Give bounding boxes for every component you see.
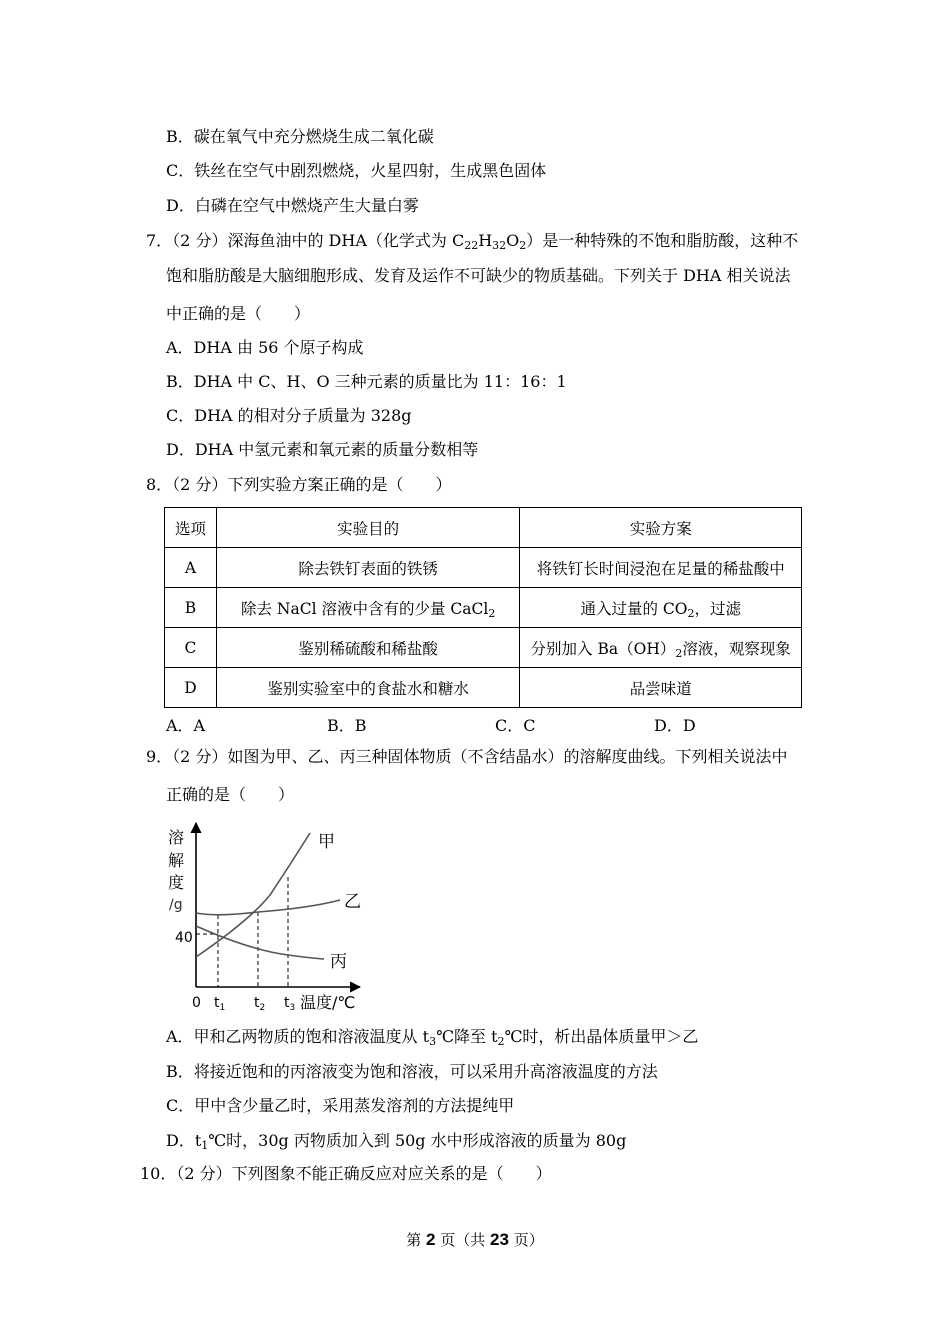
q7-stem-line2: 饱和脂肪酸是大脑细胞形成、发育及运作不可缺少的物质基础。下列关于 DHA 相关说法 (166, 266, 791, 285)
row-option: B (165, 588, 217, 628)
row-option: C (165, 628, 217, 668)
row-plan-sub: 2 (687, 606, 695, 620)
row-plan: 品尝味道 (520, 668, 802, 708)
q7-sub-o: 2 (519, 239, 527, 252)
q7-option-d: D．DHA 中氢元素和氧元素的质量分数相等 (166, 440, 479, 459)
ylabel-char: 溶 (168, 828, 185, 847)
header-purpose: 实验目的 (216, 508, 520, 548)
footer-mid: 页（共 (435, 1231, 491, 1249)
q8-option-b: B．B (327, 716, 367, 735)
q7-stem-text-a: 7．（2 分）深海鱼油中的 DHA（化学式为 C (146, 231, 465, 250)
header-plan: 实验方案 (520, 508, 802, 548)
row-purpose: 除去铁钉表面的铁锈 (216, 548, 520, 588)
q7-stem-line3: 中正确的是（ ） (166, 304, 311, 323)
row-purpose (216, 588, 520, 628)
ylabel-char: 度 (168, 873, 185, 892)
row-option: A (165, 548, 217, 588)
row-plan-text-b: 溶液，观察现象 (682, 639, 791, 658)
q9-option-d (166, 1131, 626, 1151)
q9-option-a-text: A．甲和乙两物质的饱和溶液温度从 t (166, 1027, 430, 1046)
q7-stem-text-b: ）是一种特殊的不饱和脂肪酸，这种不 (526, 231, 799, 250)
footer-pre: 第 (406, 1231, 427, 1249)
q9-option-b: B．将接近饱和的丙溶液变为饱和溶液，可以采用升高溶液温度的方法 (166, 1062, 658, 1081)
q9-stem-line2: 正确的是（ ） (166, 785, 295, 804)
q9-option-d-text-b: ℃时，30g 丙物质加入到 50g 水中形成溶液的质量为 80g (208, 1131, 627, 1150)
row-option: D (165, 668, 217, 708)
x-tick-t1: $t_1$ (214, 995, 226, 1013)
footer-page-number: 2 (426, 1230, 436, 1249)
q9-option-a-sub2: 2 (497, 1035, 505, 1048)
q10-stem: 10．（2 分）下列图象不能正确反应对应关系的是（ ） (140, 1164, 552, 1183)
q6-option-c: C．铁丝在空气中剧烈燃烧，火星四射，生成黑色固体 (166, 161, 547, 180)
experiment-table (164, 507, 802, 708)
ylabel-char: /g (169, 897, 183, 913)
footer-total-pages: 23 (490, 1230, 509, 1249)
x-tick-t2: $t_2$ (254, 995, 266, 1013)
q7-stem-line1 (146, 231, 798, 251)
curve-yi (196, 900, 340, 915)
q8-options (166, 713, 806, 733)
q6-option-d: D．白磷在空气中燃烧产生大量白雾 (166, 196, 419, 215)
table-row (165, 548, 802, 588)
ylabel-char: 解 (168, 851, 185, 870)
y-tick-40: 40 (175, 930, 193, 946)
row-plan-text-b: ，过滤 (694, 599, 741, 618)
q8-option-d: D．D (654, 716, 696, 735)
q7-o: O (506, 231, 520, 250)
row-purpose-text: 除去 NaCl 溶液中含有的少量 CaCl (241, 599, 489, 618)
x-axis-label: 温度/℃ (300, 993, 356, 1012)
label-yi: 乙 (344, 892, 361, 912)
table-row (165, 668, 802, 708)
label-bing: 丙 (330, 952, 347, 972)
q9-option-c: C．甲中含少量乙时，采用蒸发溶剂的方法提纯甲 (166, 1096, 515, 1115)
footer-post: 页） (508, 1231, 544, 1249)
page-footer (0, 1229, 950, 1250)
q6-option-b: B．碳在氧气中充分燃烧生成二氧化碳 (166, 127, 434, 146)
q9-option-d-sub: 1 (201, 1139, 209, 1152)
table-header-row (165, 508, 802, 548)
q7-sub-h: 32 (492, 239, 507, 252)
x-tick-t3: $t_3$ (284, 995, 296, 1013)
header-option: 选项 (165, 508, 217, 548)
q7-h: H (478, 231, 493, 250)
label-jia: 甲 (318, 832, 335, 852)
row-purpose: 鉴别稀硫酸和稀盐酸 (216, 628, 520, 668)
q7-option-c: C．DHA 的相对分子质量为 328g (166, 406, 412, 425)
q9-option-a (166, 1027, 698, 1047)
row-plan (520, 628, 802, 668)
q9-option-a-text-c: ℃时，析出晶体质量甲＞乙 (504, 1027, 699, 1046)
q7-sub-c: 22 (464, 239, 479, 252)
table-row (165, 588, 802, 628)
q8-option-a: A．A (166, 716, 206, 735)
q9-option-d-text: D．t (166, 1131, 202, 1150)
q8-stem: 8．（2 分）下列实验方案正确的是（ ） (146, 475, 452, 494)
q7-option-b: B．DHA 中 C、H、O 三种元素的质量比为 11：16：1 (166, 372, 567, 391)
row-plan-text: 分别加入 Ba（OH） (530, 639, 676, 658)
row-plan: 将铁钉长时间浸泡在足量的稀盐酸中 (520, 548, 802, 588)
q9-stem-line1: 9．（2 分）如图为甲、乙、丙三种固体物质（不含结晶水）的溶解度曲线。下列相关说法中 (146, 747, 788, 766)
table-row (165, 628, 802, 668)
solubility-graph (160, 815, 380, 1015)
row-plan-sub: 2 (675, 646, 683, 660)
q8-option-c: C．C (495, 716, 536, 735)
q9-option-a-text-b: ℃降至 t (436, 1027, 498, 1046)
row-purpose: 鉴别实验室中的食盐水和糖水 (216, 668, 520, 708)
row-plan (520, 588, 802, 628)
curve-jia (196, 833, 310, 957)
q7-option-a: A．DHA 由 56 个原子构成 (166, 338, 364, 357)
q9-option-a-sub1: 3 (429, 1035, 437, 1048)
row-plan-text: 通入过量的 CO (580, 599, 688, 618)
origin-label: 0 (192, 995, 201, 1011)
row-purpose-sub: 2 (488, 606, 496, 620)
